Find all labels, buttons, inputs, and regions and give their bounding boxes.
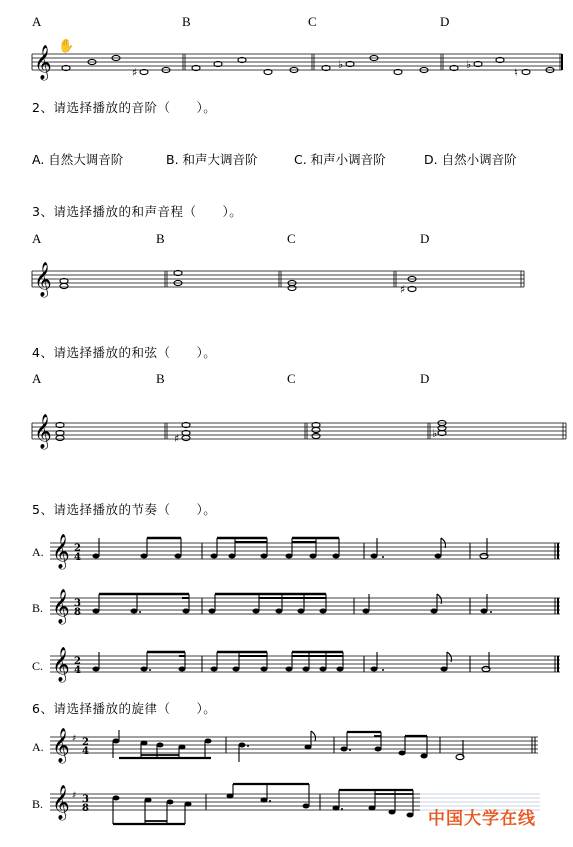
svg-text:♯: ♯ — [72, 791, 77, 801]
svg-text:♭: ♭ — [338, 58, 344, 71]
q6-a-meter-bottom: 4 — [82, 746, 89, 757]
svg-text:♯: ♯ — [72, 734, 77, 744]
q3-choice-b: B — [156, 231, 165, 246]
q6-row-a-staff — [50, 728, 538, 764]
q6-a-meter-top: 2 — [82, 737, 89, 748]
svg-text:♭: ♭ — [466, 58, 472, 71]
q2-option-b[interactable]: B. 和声大调音阶 — [166, 152, 258, 167]
q3-choice-a: A — [32, 231, 42, 246]
q4-title: 4、请选择播放的和弦（ ）。 — [32, 345, 217, 360]
svg-text:𝄞: 𝄞 — [52, 728, 70, 763]
q4-choice-a: A — [32, 371, 42, 386]
q5-b-meter-bottom: 8 — [74, 607, 81, 618]
q3-choice-d: D — [420, 231, 430, 246]
svg-text:𝄞: 𝄞 — [52, 534, 70, 569]
svg-text:𝄞: 𝄞 — [34, 262, 52, 297]
q3-choice-c: C — [287, 231, 296, 246]
q2-title: 2、请选择播放的音阶（ ）。 — [32, 100, 217, 115]
q5-c-meter-top: 2 — [74, 656, 81, 667]
q5-a-meter-top: 2 — [74, 543, 81, 554]
q4-choice-d: D — [420, 371, 430, 386]
q6-b-meter-top: 3 — [82, 794, 89, 805]
q4-choice-b: B — [156, 371, 165, 386]
svg-text:𝄞: 𝄞 — [34, 45, 52, 80]
q1-choice-a: A — [32, 14, 42, 29]
svg-text:♯: ♯ — [132, 66, 138, 79]
svg-text:♮: ♮ — [514, 66, 518, 79]
svg-text:✋: ✋ — [58, 39, 75, 54]
svg-text:𝄞: 𝄞 — [34, 414, 52, 449]
q5-row-a-label: A. — [32, 545, 44, 559]
q1-choice-b: B — [182, 14, 191, 29]
q2-option-a[interactable]: A. 自然大调音阶 — [32, 152, 124, 167]
q6-row-a-label: A. — [32, 740, 44, 754]
q4-choice-c: C — [287, 371, 296, 386]
q6-b-meter-bottom: 8 — [82, 803, 89, 814]
q6-title: 6、请选择播放的旋律（ ）。 — [32, 701, 217, 716]
svg-text:𝄞: 𝄞 — [52, 589, 70, 624]
svg-text:♭: ♭ — [432, 427, 438, 440]
q5-title: 5、请选择播放的节奏（ ）。 — [32, 502, 217, 517]
q5-row-b-label: B. — [32, 601, 44, 615]
svg-text:♯: ♯ — [174, 432, 180, 445]
q2-option-c[interactable]: C. 和声小调音阶 — [294, 152, 386, 167]
q5-row-c-label: C. — [32, 659, 44, 673]
svg-text:♯: ♯ — [400, 283, 406, 296]
q6-row-b-label: B. — [32, 797, 44, 811]
q2-option-d[interactable]: D. 自然小调音阶 — [424, 152, 517, 167]
q5-b-meter-top: 3 — [74, 598, 81, 609]
svg-text:𝄞: 𝄞 — [52, 785, 70, 820]
q1-choice-d: D — [440, 14, 450, 29]
q1-choice-c: C — [308, 14, 317, 29]
q5-c-meter-bottom: 4 — [74, 665, 81, 676]
svg-text:𝄞: 𝄞 — [52, 647, 70, 682]
watermark-logo: 中国大学在线 — [428, 809, 536, 829]
q5-a-meter-bottom: 4 — [74, 552, 81, 563]
q3-title: 3、请选择播放的和声音程（ ）。 — [32, 204, 243, 219]
